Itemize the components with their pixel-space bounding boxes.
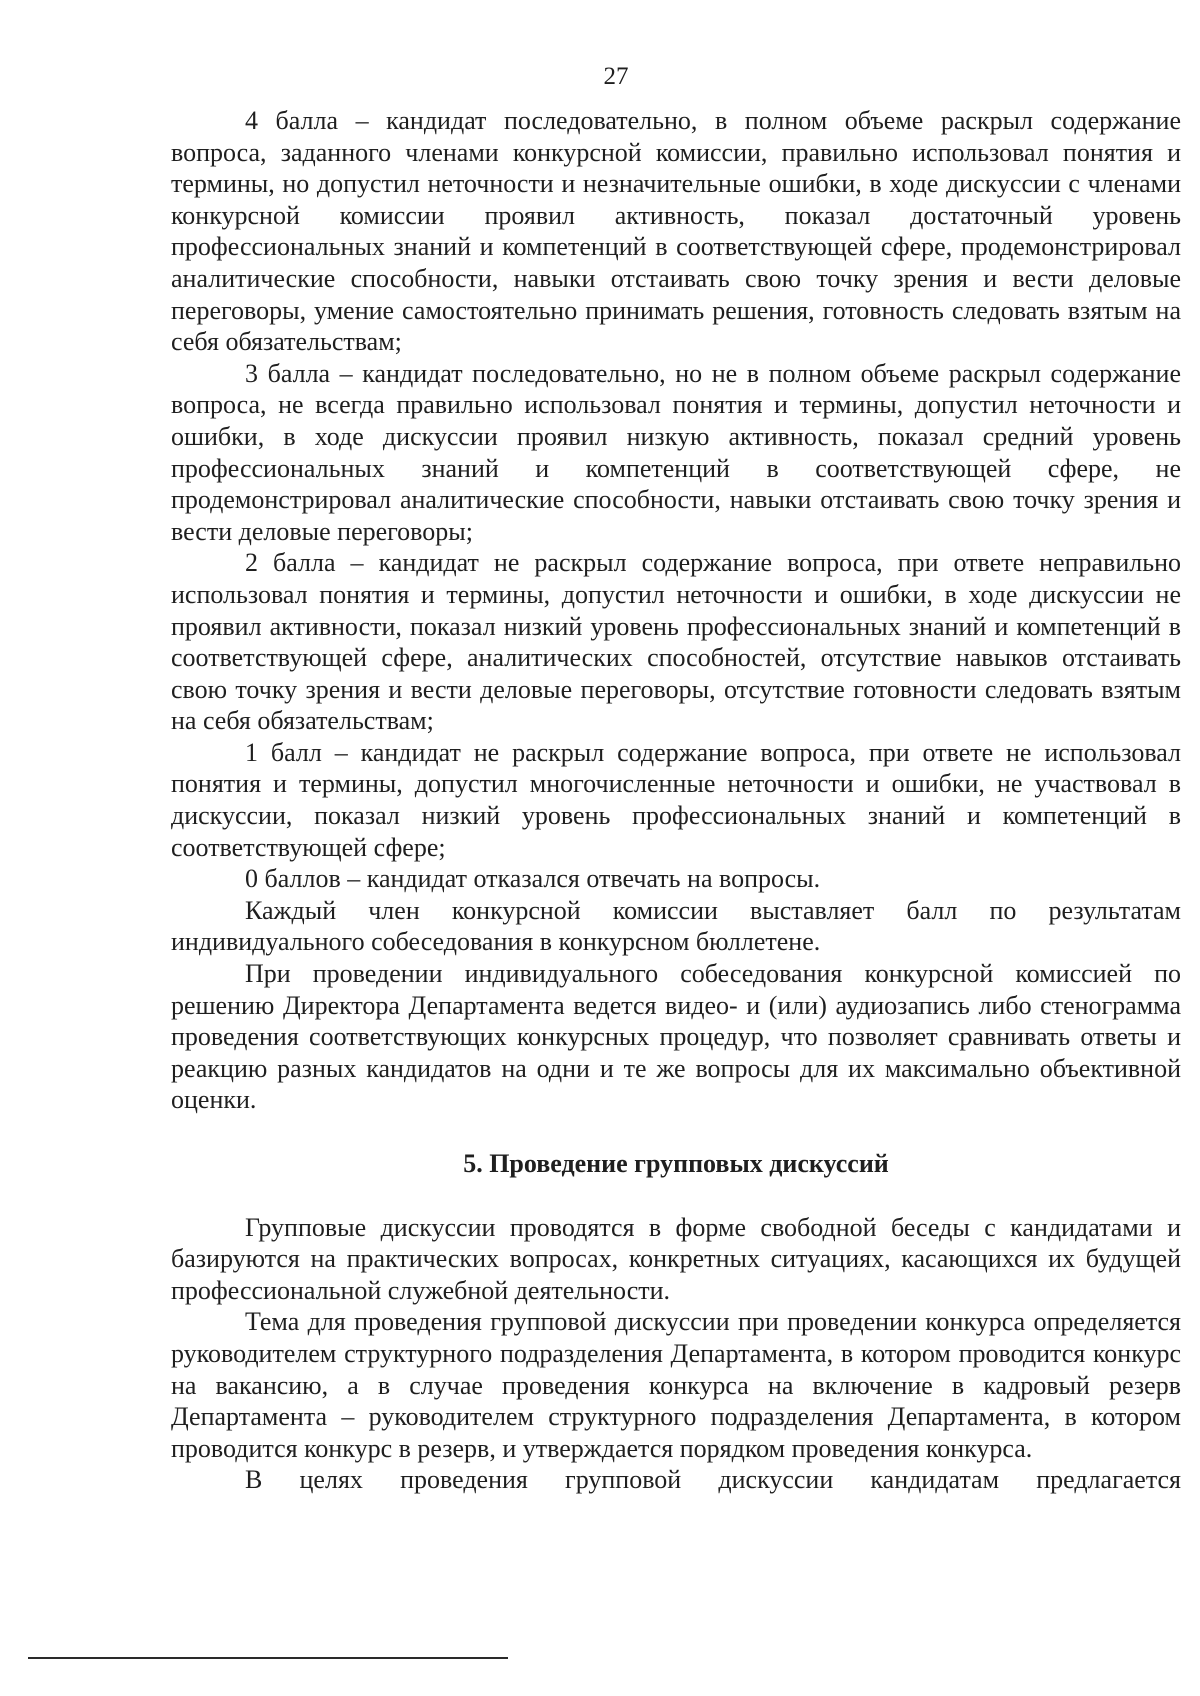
paragraph-score-4: 4 балла – кандидат последовательно, в полном объеме раскрыл содержание вопроса, заданного членами конкурсной комиссии, правильно использовал понятия и термины, но допустил неточности и незначительные ошибки, в ходе дискуссии с членами конкурсной комиссии проявил активность, показал достаточный уровень профессиональных знаний и компетенций в соответствующей сфере, продемонстрировал аналитические способности, навыки отстаивать свою точку зрения и вести деловые переговоры, умение самостоятельно принимать решения, готовность следовать взятым на себя обязательствам;: [171, 106, 1181, 357]
document-body: [171, 105, 1181, 1496]
section-heading: 5. Проведение групповых дискуссий: [463, 1149, 889, 1178]
paragraph-commission-ballot: Каждый член конкурсной комиссии выставляет балл по результатам индивидуального собеседования в конкурсном бюллетене.: [171, 895, 1181, 957]
paragraph-group-discussion-form: Групповые дискуссии проводятся в форме свободной беседы с кандидатами и базируются на практических вопросах, конкретных ситуациях, касающихся их будущей профессиональной служебной деятельности.: [171, 1212, 1181, 1305]
paragraph-discussion-topic: Тема для проведения групповой дискуссии при проведении конкурса определяется руководителем структурного подразделения Департамента, в котором проводится конкурс на вакансию, а в случае проведения конкурса на включение в кадровый резерв Департамента – руководителем структурного подразделения Департамента, в котором проводится конкурс в резерв, и утверждается порядком проведения конкурса.: [171, 1307, 1181, 1463]
paragraph-discussion-purpose: В целях проведения групповой дискуссии кандидатам предлагается: [245, 1465, 1181, 1495]
paragraph-score-2: 2 балла – кандидат не раскрыл содержание вопроса, при ответе неправильно использовал понятия и термины, допустил неточности и ошибки, в ходе дискуссии не проявил активности, показал низкий уровень профессиональных знаний и компетенций в соответствующей сфере, аналитических способностей, отсутствие навыков отстаивать свою точку зрения и вести деловые переговоры, отсутствие готовности следовать взятым на себя обязательствам;: [171, 548, 1181, 736]
paragraph-score-3: 3 балла – кандидат последовательно, но не в полном объеме раскрыл содержание вопроса, не всегда правильно использовал понятия и термины, допустил неточности и ошибки, в ходе дискуссии проявил низкую активность, показал средний уровень профессиональных знаний и компетенций в соответствующей сфере, не продемонстрировал аналитические способности, навыки отстаивать свою точку зрения и вести деловые переговоры;: [171, 358, 1181, 546]
paragraph-score-0: 0 баллов – кандидат отказался отвечать на вопросы.: [245, 864, 821, 894]
page-number: 27: [603, 63, 629, 90]
footer-divider: [28, 1657, 508, 1659]
paragraph-score-1: 1 балл – кандидат не раскрыл содержание вопроса, при ответе не использовал понятия и термины, допустил многочисленные неточности и ошибки, не участвовал в дискуссии, показал низкий уровень профессиональных знаний и компетенций в соответствующей сфере;: [171, 737, 1181, 862]
paragraph-recording: При проведении индивидуального собеседования конкурсной комиссией по решению Директора Департамента ведется видео- и (или) аудиозапись либо стенограмма проведения соответствующих конкурсных процедур, что позволяет сравнивать ответы и реакцию разных кандидатов на одни и те же вопросы для их максимально объективной оценки.: [171, 959, 1181, 1115]
